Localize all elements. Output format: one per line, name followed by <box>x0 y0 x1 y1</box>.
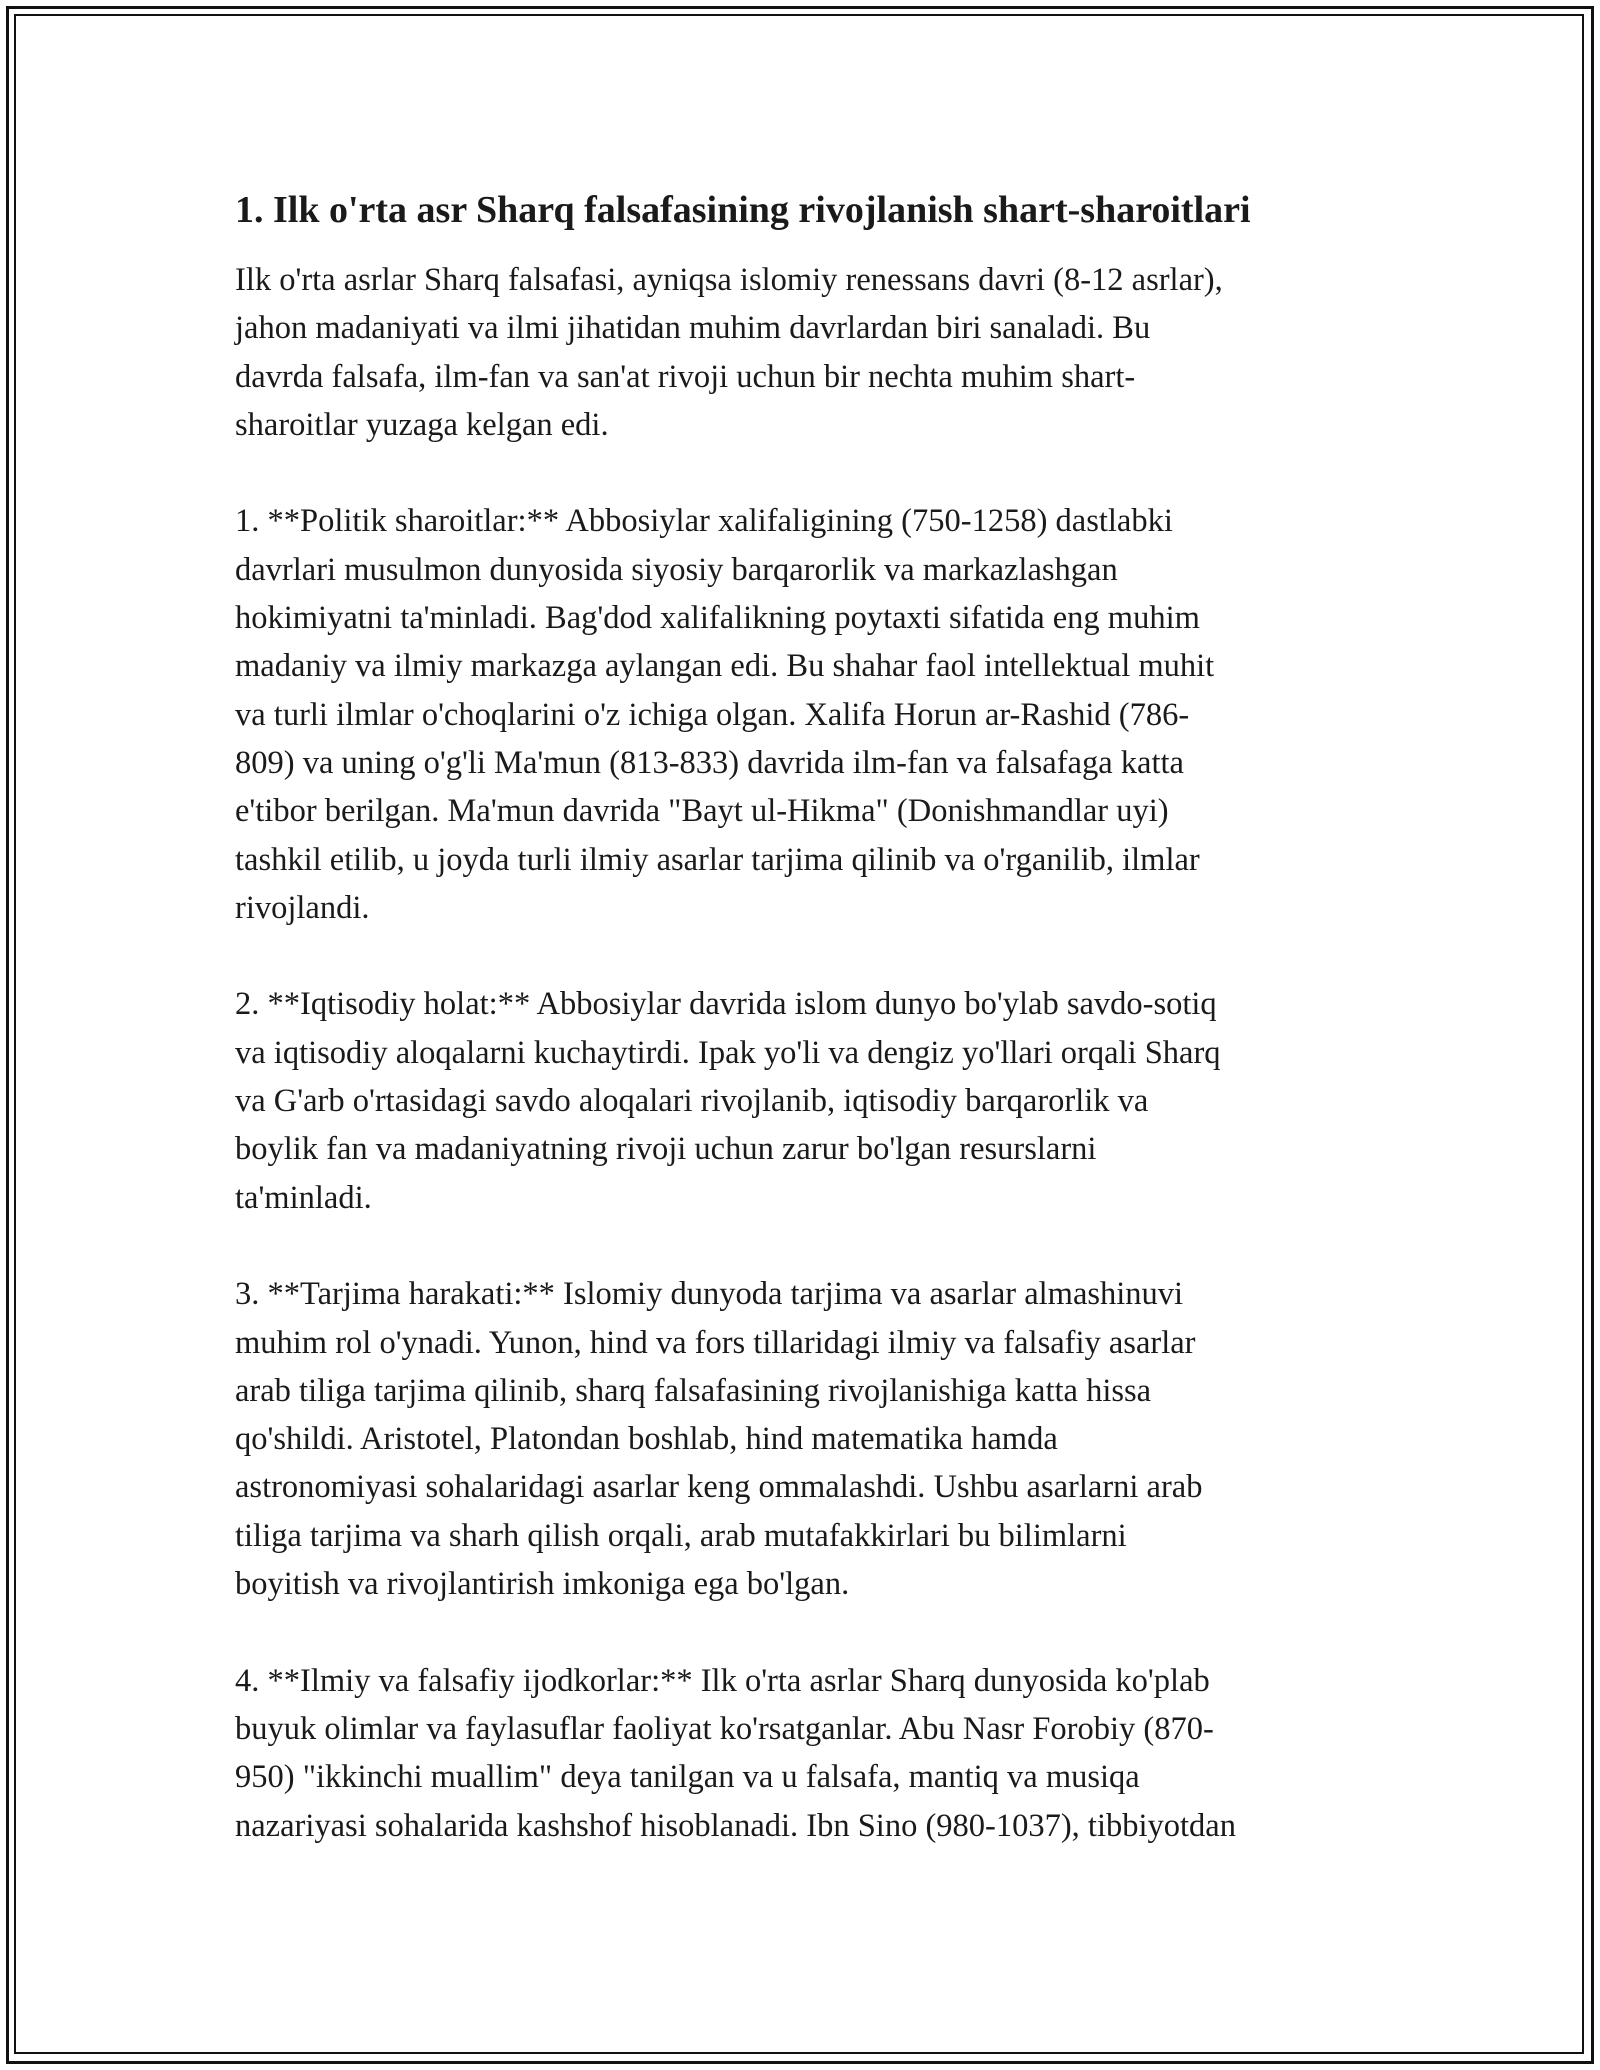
paragraph-political-conditions: 1. **Politik sharoitlar:** Abbosiylar xalifaligining (750-1258) dastlabki davrlari musulmon dunyosida siyosiy barqarorlik va markazlashgan hokimiyatni ta'minladi. Bag'dod xalifalikning poytaxti sifatida eng muhim madaniy va ilmiy markazga aylangan edi. Bu shahar faol intellektual muhit va turli ilmlar o'choqlarini o'z ichiga olgan. Xalifa Horun ar-Rashid (786- 809) va uning o'g'li Ma'mun (813-833) davrida ilm-fan va falsafaga katta e'tibor berilgan. Ma'mun davrida "Bayt ul-Hikma" (Donishmandlar uyi) tashkil etilib, u joyda turli ilmiy asarlar tarjima qilinib va o'rganilib, ilmlar rivojlandi. <box>235 503 1215 926</box>
document-body <box>235 186 1385 1850</box>
paragraph-economic-situation: 2. **Iqtisodiy holat:** Abbosiylar davrida islom dunyo bo'ylab savdo-sotiq va iqtisodiy aloqalarni kuchaytirdi. Ipak yo'li va dengiz yo'llari orqali Sharq va G'arb o'rtasidagi savdo aloqalari rivojlanib, iqtisodiy barqarorlik va boylik fan va madaniyatning rivoji uchun zarur bo'lgan resurslarni ta'minladi. <box>235 986 1221 1216</box>
section-heading: 1. Ilk o'rta asr Sharq falsafasining rivojlanish shart-sharoitlari <box>235 189 1251 231</box>
paragraph-translation-movement: 3. **Tarjima harakati:** Islomiy dunyoda tarjima va asarlar almashinuvi muhim rol o'ynadi. Yunon, hind va fors tillaridagi ilmiy va falsafiy asarlar arab tiliga tarjima qilinib, sharq falsafasining rivojlanishiga katta hissa qo'shildi. Aristotel, Platondan boshlab, hind matematika hamda astronomiyasi sohalaridagi asarlar keng ommalashdi. Ushbu asarlarni arab tiliga tarjima va sharh qilish orqali, arab mutafakkirlari bu bilimlarni boyitish va rivojlantirish imkoniga ega bo'lgan. <box>235 1276 1203 1603</box>
paragraph-intro: Ilk o'rta asrlar Sharq falsafasi, ayniqsa islomiy renessans davri (8-12 asrlar), jahon madaniyati va ilmi jihatidan muhim davrlardan biri sanaladi. Bu davrda falsafa, ilm-fan va san'at rivoji uchun bir nechta muhim shart- sharoitlar yuzaga kelgan edi. <box>235 262 1223 443</box>
paragraph-scientific-creators: 4. **Ilmiy va falsafiy ijodkorlar:** Ilk o'rta asrlar Sharq dunyosida ko'plab buyuk olimlar va faylasuflar faoliyat ko'rsatganlar. Abu Nasr Forobiy (870- 950) "ikkinchi muallim" deya tanilgan va u falsafa, mantiq va musiqa nazariyasi sohalarida kashshof hisoblanadi. Ibn Sino (980-1037), tibbiyotdan <box>235 1662 1236 1844</box>
